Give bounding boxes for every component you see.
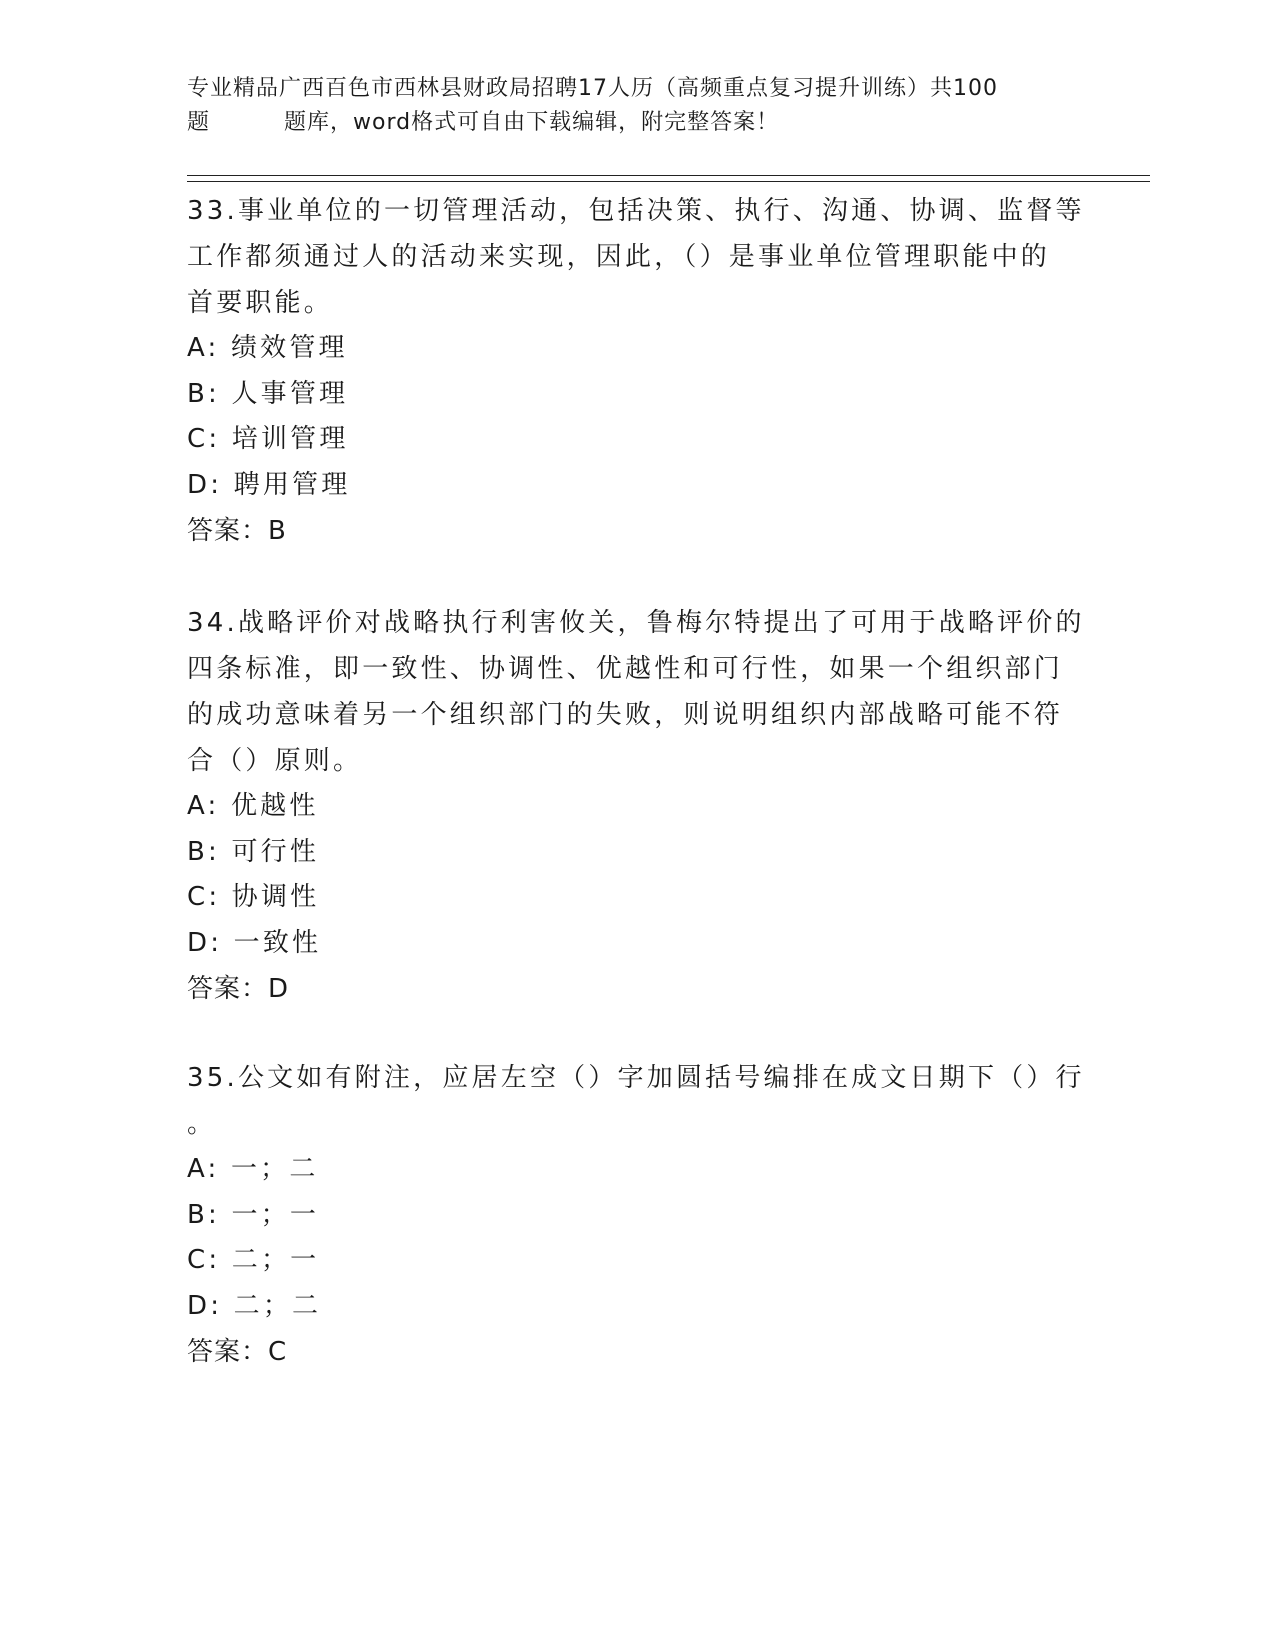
- option-a: A: 优越性: [187, 791, 319, 821]
- header-subtitle-right: 题库，word格式可自由下载编辑，附完整答案！: [284, 110, 780, 135]
- option-d: D: 聘用管理: [187, 469, 351, 500]
- option-c: C: 协调性: [187, 882, 320, 912]
- answer-line: 答案：D: [187, 974, 290, 1004]
- header-divider-bottom: [187, 181, 1150, 182]
- option-b: B: 可行性: [187, 836, 320, 867]
- option-c: C: 二；一: [187, 1245, 320, 1275]
- question-35: [187, 1055, 1087, 1375]
- answer-line: 答案：C: [187, 1337, 288, 1367]
- header-title-line: 专业精品广西百色市西林县财政局招聘17人历（高频重点复习提升训练）共100: [187, 76, 998, 101]
- option-d: D: 一致性: [187, 927, 322, 958]
- header-divider-top: [187, 175, 1150, 176]
- answer-line: 答案：B: [187, 516, 287, 546]
- question-text: 34.战略评价对战略执行利害攸关，鲁梅尔特提出了可用于战略评价的 四条标准，即一致性、协调性、优越性和可行性，如果一个组织部门 的成功意味着另一个组织部门的失败，则说明组织内部战略可能不符 合（）原则。: [187, 608, 1085, 776]
- option-d: D: 二；二: [187, 1290, 322, 1321]
- question-34: [187, 600, 1087, 1012]
- header-subtitle-left: 题: [187, 110, 211, 135]
- option-c: C: 培训管理: [187, 424, 349, 454]
- option-b: B: 人事管理: [187, 378, 349, 409]
- option-a: A: 绩效管理: [187, 333, 348, 363]
- option-a: A: 一；二: [187, 1154, 319, 1184]
- header-subtitle-line: [187, 106, 1067, 140]
- question-text: 33.事业单位的一切管理活动，包括决策、执行、沟通、协调、监督等 工作都须通过人的活动来实现，因此，（）是事业单位管理职能中的 首要职能。: [187, 196, 1085, 318]
- question-33: [187, 188, 1087, 554]
- option-b: B: 一；一: [187, 1199, 320, 1230]
- question-text: 35.公文如有附注，应居左空（）字加圆括号编排在成文日期下（）行 。: [187, 1063, 1085, 1139]
- document-header: [187, 72, 1067, 140]
